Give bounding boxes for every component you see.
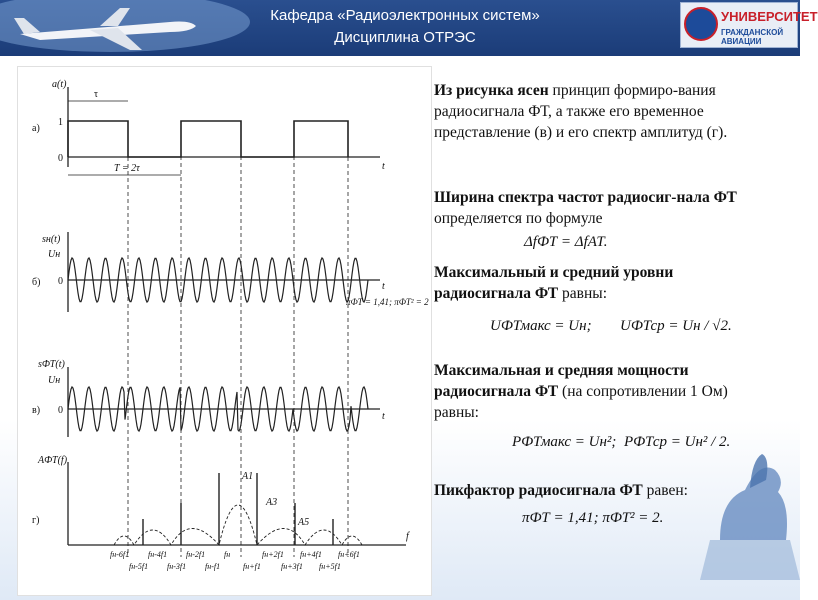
p1-rest: принцип формиро-вания радиосигнала ФТ, а также его временное представление (в) и его спектр амплитуд (г). [434, 82, 728, 141]
paragraph-bandwidth [434, 187, 774, 229]
tick-label-bottom: fн-5f1 [129, 562, 149, 571]
tick-label-bottom: fн+3f1 [281, 562, 303, 571]
label-tau: τ [94, 89, 99, 100]
paragraph-levels [434, 262, 774, 304]
spectrum-envelope [114, 505, 362, 545]
formula-peak-factor: πФТ = 1,41; πФТ² = 2. [522, 510, 664, 526]
discipline-title: Дисциплина ОТРЭС [334, 29, 476, 46]
label-period: T = 2τ [114, 163, 140, 174]
marker-a3: A3 [266, 497, 278, 508]
label-g-f: f [406, 531, 409, 542]
tick-label-top: fн-4f1 [148, 550, 168, 559]
signal-diagram [17, 66, 432, 596]
spectrum-tick-labels [110, 550, 360, 571]
label-b-t: t [382, 281, 385, 292]
formula-power-avg: PФТср = Uн² / 2. [624, 434, 731, 450]
label-v-tag: в) [32, 405, 41, 416]
tick-label-bottom: fн-f1 [205, 562, 221, 571]
p2-bold: Ширина спектра частот радиосиг-нала ФТ [434, 189, 737, 206]
paragraph-power [434, 360, 774, 423]
logo-text-university: УНИВЕРСИТЕТ [721, 9, 818, 24]
p3-rest: равны: [558, 285, 607, 302]
label-a-t: t [382, 161, 385, 172]
tick-label-bottom: fн-3f1 [167, 562, 187, 571]
marker-a1: A1 [242, 471, 254, 482]
p5-bold: Пикфактор радиосигнала ФТ [434, 482, 643, 499]
department-title: Кафедра «Радиоэлектронных систем» [270, 7, 540, 24]
pulse-train [68, 121, 348, 157]
tick-label-top: fн+4f1 [300, 550, 322, 559]
paragraph-principle [434, 80, 774, 143]
formula-bandwidth: ΔfФТ = ΔfАТ. [524, 234, 608, 250]
label-v-y: sФТ(t) [38, 359, 65, 370]
airplane-icon [0, 0, 220, 56]
label-a-level: 1 [58, 117, 63, 128]
p2-rest: определяется по формуле [434, 210, 603, 227]
logo-text-aviation: ГРАЖДАНСКОЙ АВИАЦИИ [721, 28, 784, 46]
label-g-y: AФТ(f) [38, 455, 68, 466]
label-a-y: a(t) [52, 79, 67, 90]
label-g-tag: г) [32, 515, 40, 526]
label-b-y: sн(t) [42, 234, 61, 245]
tick-label-top: fн [224, 550, 231, 559]
p4-bold: Максимальная и средняя мощности радиосигнала ФТ [434, 362, 689, 400]
amplitude-spectrum [114, 473, 362, 545]
label-v-zero: 0 [58, 405, 63, 416]
tick-label-top: fн-2f1 [186, 550, 206, 559]
label-b-tag: б) [32, 277, 41, 288]
label-v-level: Uн [48, 375, 61, 386]
tick-label-top: fн-6f1 [110, 550, 130, 559]
diagram-canvas [18, 67, 431, 595]
logo-emblem-icon [684, 7, 718, 41]
tick-label-bottom: fн+5f1 [319, 562, 341, 571]
label-b-level: Uн [48, 249, 61, 260]
formula-power-max: PФТмакс = Uн²; [512, 434, 617, 450]
label-a-zero: 0 [58, 153, 63, 164]
paragraph-peak-factor [434, 480, 774, 501]
tick-label-bottom: fн+f1 [243, 562, 261, 571]
p3-bold: Максимальный и средний уровни радиосигнала ФТ [434, 264, 674, 302]
label-b-zero: 0 [58, 276, 63, 287]
marker-a5: A5 [298, 517, 310, 528]
p4-rest: (на сопротивлении 1 Ом) равны: [434, 383, 728, 421]
header-bar [0, 0, 818, 56]
university-logo [680, 2, 818, 48]
label-a-tag: а) [32, 123, 40, 134]
formula-level-avg: UФТср = Uн / √2. [620, 318, 732, 334]
horseman-statue-icon [690, 430, 800, 580]
p5-rest: равен: [642, 482, 688, 499]
tick-label-top: fн+6f1 [338, 550, 360, 559]
p1-bold: Из рисунка ясен [434, 82, 549, 99]
inset-note: πФТ = 1,41; πФТ² = 2 [346, 297, 429, 307]
formula-level-max: UФТмакс = Uн; [490, 318, 592, 334]
tick-label-top: fн+2f1 [262, 550, 284, 559]
label-v-t: t [382, 411, 385, 422]
